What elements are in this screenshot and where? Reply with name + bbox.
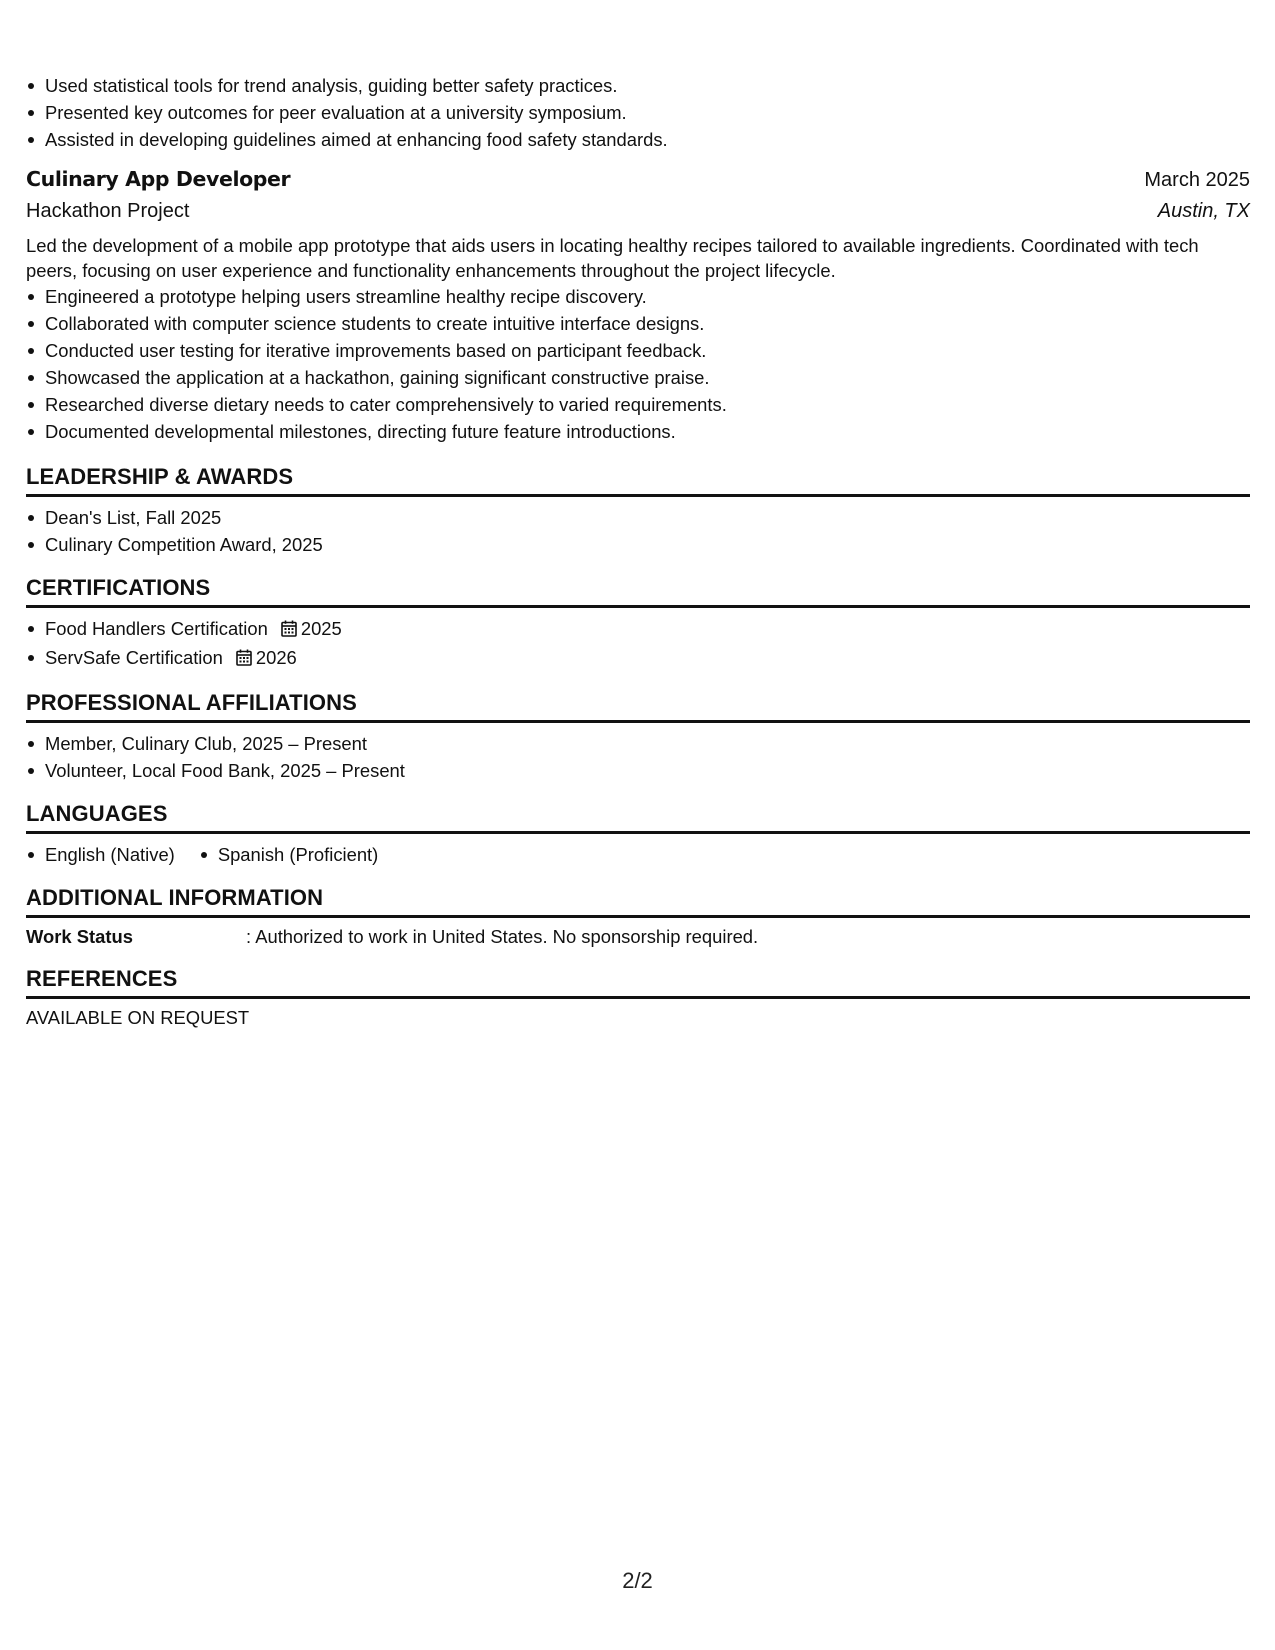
list-item: Researched diverse dietary needs to cater comprehensively to varied requirements. xyxy=(26,391,1250,418)
job-description: Led the development of a mobile app prototype that aids users in locating healthy recipes tailored to available ingredients. Coordinated with tech peers, focusing on user experience and functionality enhancements throughout the project lifecycle. xyxy=(26,235,1199,281)
list-item: Dean's List, Fall 2025 xyxy=(26,504,1250,531)
list-item: Collaborated with computer science students to create intuitive interface designs. xyxy=(26,310,1250,337)
certification-name: ServSafe Certification xyxy=(45,647,223,668)
languages-list xyxy=(26,841,1250,868)
certifications-list xyxy=(26,615,1250,673)
page-number: 2/2 xyxy=(622,1568,653,1593)
list-item: Assisted in developing guidelines aimed at enhancing food safety standards. xyxy=(26,126,1250,153)
calendar-icon xyxy=(281,617,297,644)
affiliations-list xyxy=(26,730,1250,784)
languages-section xyxy=(26,801,1250,868)
work-status-label: Work Status xyxy=(26,926,133,947)
affiliations-section xyxy=(26,690,1250,784)
certification-year: 2025 xyxy=(300,618,342,639)
job-title: Culinary App Developer xyxy=(26,167,291,191)
leadership-section xyxy=(26,464,1250,558)
job-location: Austin, TX xyxy=(1157,200,1250,222)
certification-year: 2026 xyxy=(255,647,297,668)
list-item: Member, Culinary Club, 2025 – Present xyxy=(26,730,1250,757)
list-item: Volunteer, Local Food Bank, 2025 – Present xyxy=(26,757,1250,784)
list-item: Spanish (Proficient) xyxy=(199,841,378,868)
section-heading: ADDITIONAL INFORMATION xyxy=(26,885,1250,918)
job-organization: Hackathon Project xyxy=(26,200,190,222)
calendar-icon xyxy=(236,646,252,673)
list-item: English (Native) xyxy=(26,841,175,868)
additional-info-section xyxy=(26,885,1250,949)
list-item: Showcased the application at a hackathon, gaining significant constructive praise. xyxy=(26,364,1250,391)
certification-name: Food Handlers Certification xyxy=(45,618,268,639)
section-heading: CERTIFICATIONS xyxy=(26,575,1250,608)
list-item: Conducted user testing for iterative improvements based on participant feedback. xyxy=(26,337,1250,364)
list-item xyxy=(26,644,1250,673)
job-bullets xyxy=(26,283,1250,445)
job-subheader xyxy=(26,200,1250,223)
job-entry xyxy=(26,167,1250,445)
section-heading: PROFESSIONAL AFFILIATIONS xyxy=(26,690,1250,723)
leadership-list xyxy=(26,504,1250,558)
section-heading: LEADERSHIP & AWARDS xyxy=(26,464,1250,497)
list-item xyxy=(26,615,1250,644)
list-item: Culinary Competition Award, 2025 xyxy=(26,531,1250,558)
section-heading: REFERENCES xyxy=(26,966,1250,999)
job-header xyxy=(26,167,1250,192)
section-heading: LANGUAGES xyxy=(26,801,1250,834)
previous-job-bullets xyxy=(26,72,1250,153)
work-status-row xyxy=(26,925,1250,949)
list-item: Documented developmental milestones, directing future feature introductions. xyxy=(26,418,1250,445)
references-section xyxy=(26,966,1250,1030)
work-status-value: : Authorized to work in United States. No sponsorship required. xyxy=(246,926,759,947)
list-item: Engineered a prototype helping users streamline healthy recipe discovery. xyxy=(26,283,1250,310)
certifications-section xyxy=(26,575,1250,673)
list-item: Presented key outcomes for peer evaluation at a university symposium. xyxy=(26,99,1250,126)
list-item: Used statistical tools for trend analysis, guiding better safety practices. xyxy=(26,72,1250,99)
references-text: AVAILABLE ON REQUEST xyxy=(26,1007,250,1028)
job-date: March 2025 xyxy=(1144,169,1250,191)
resume-page xyxy=(26,72,1250,1030)
